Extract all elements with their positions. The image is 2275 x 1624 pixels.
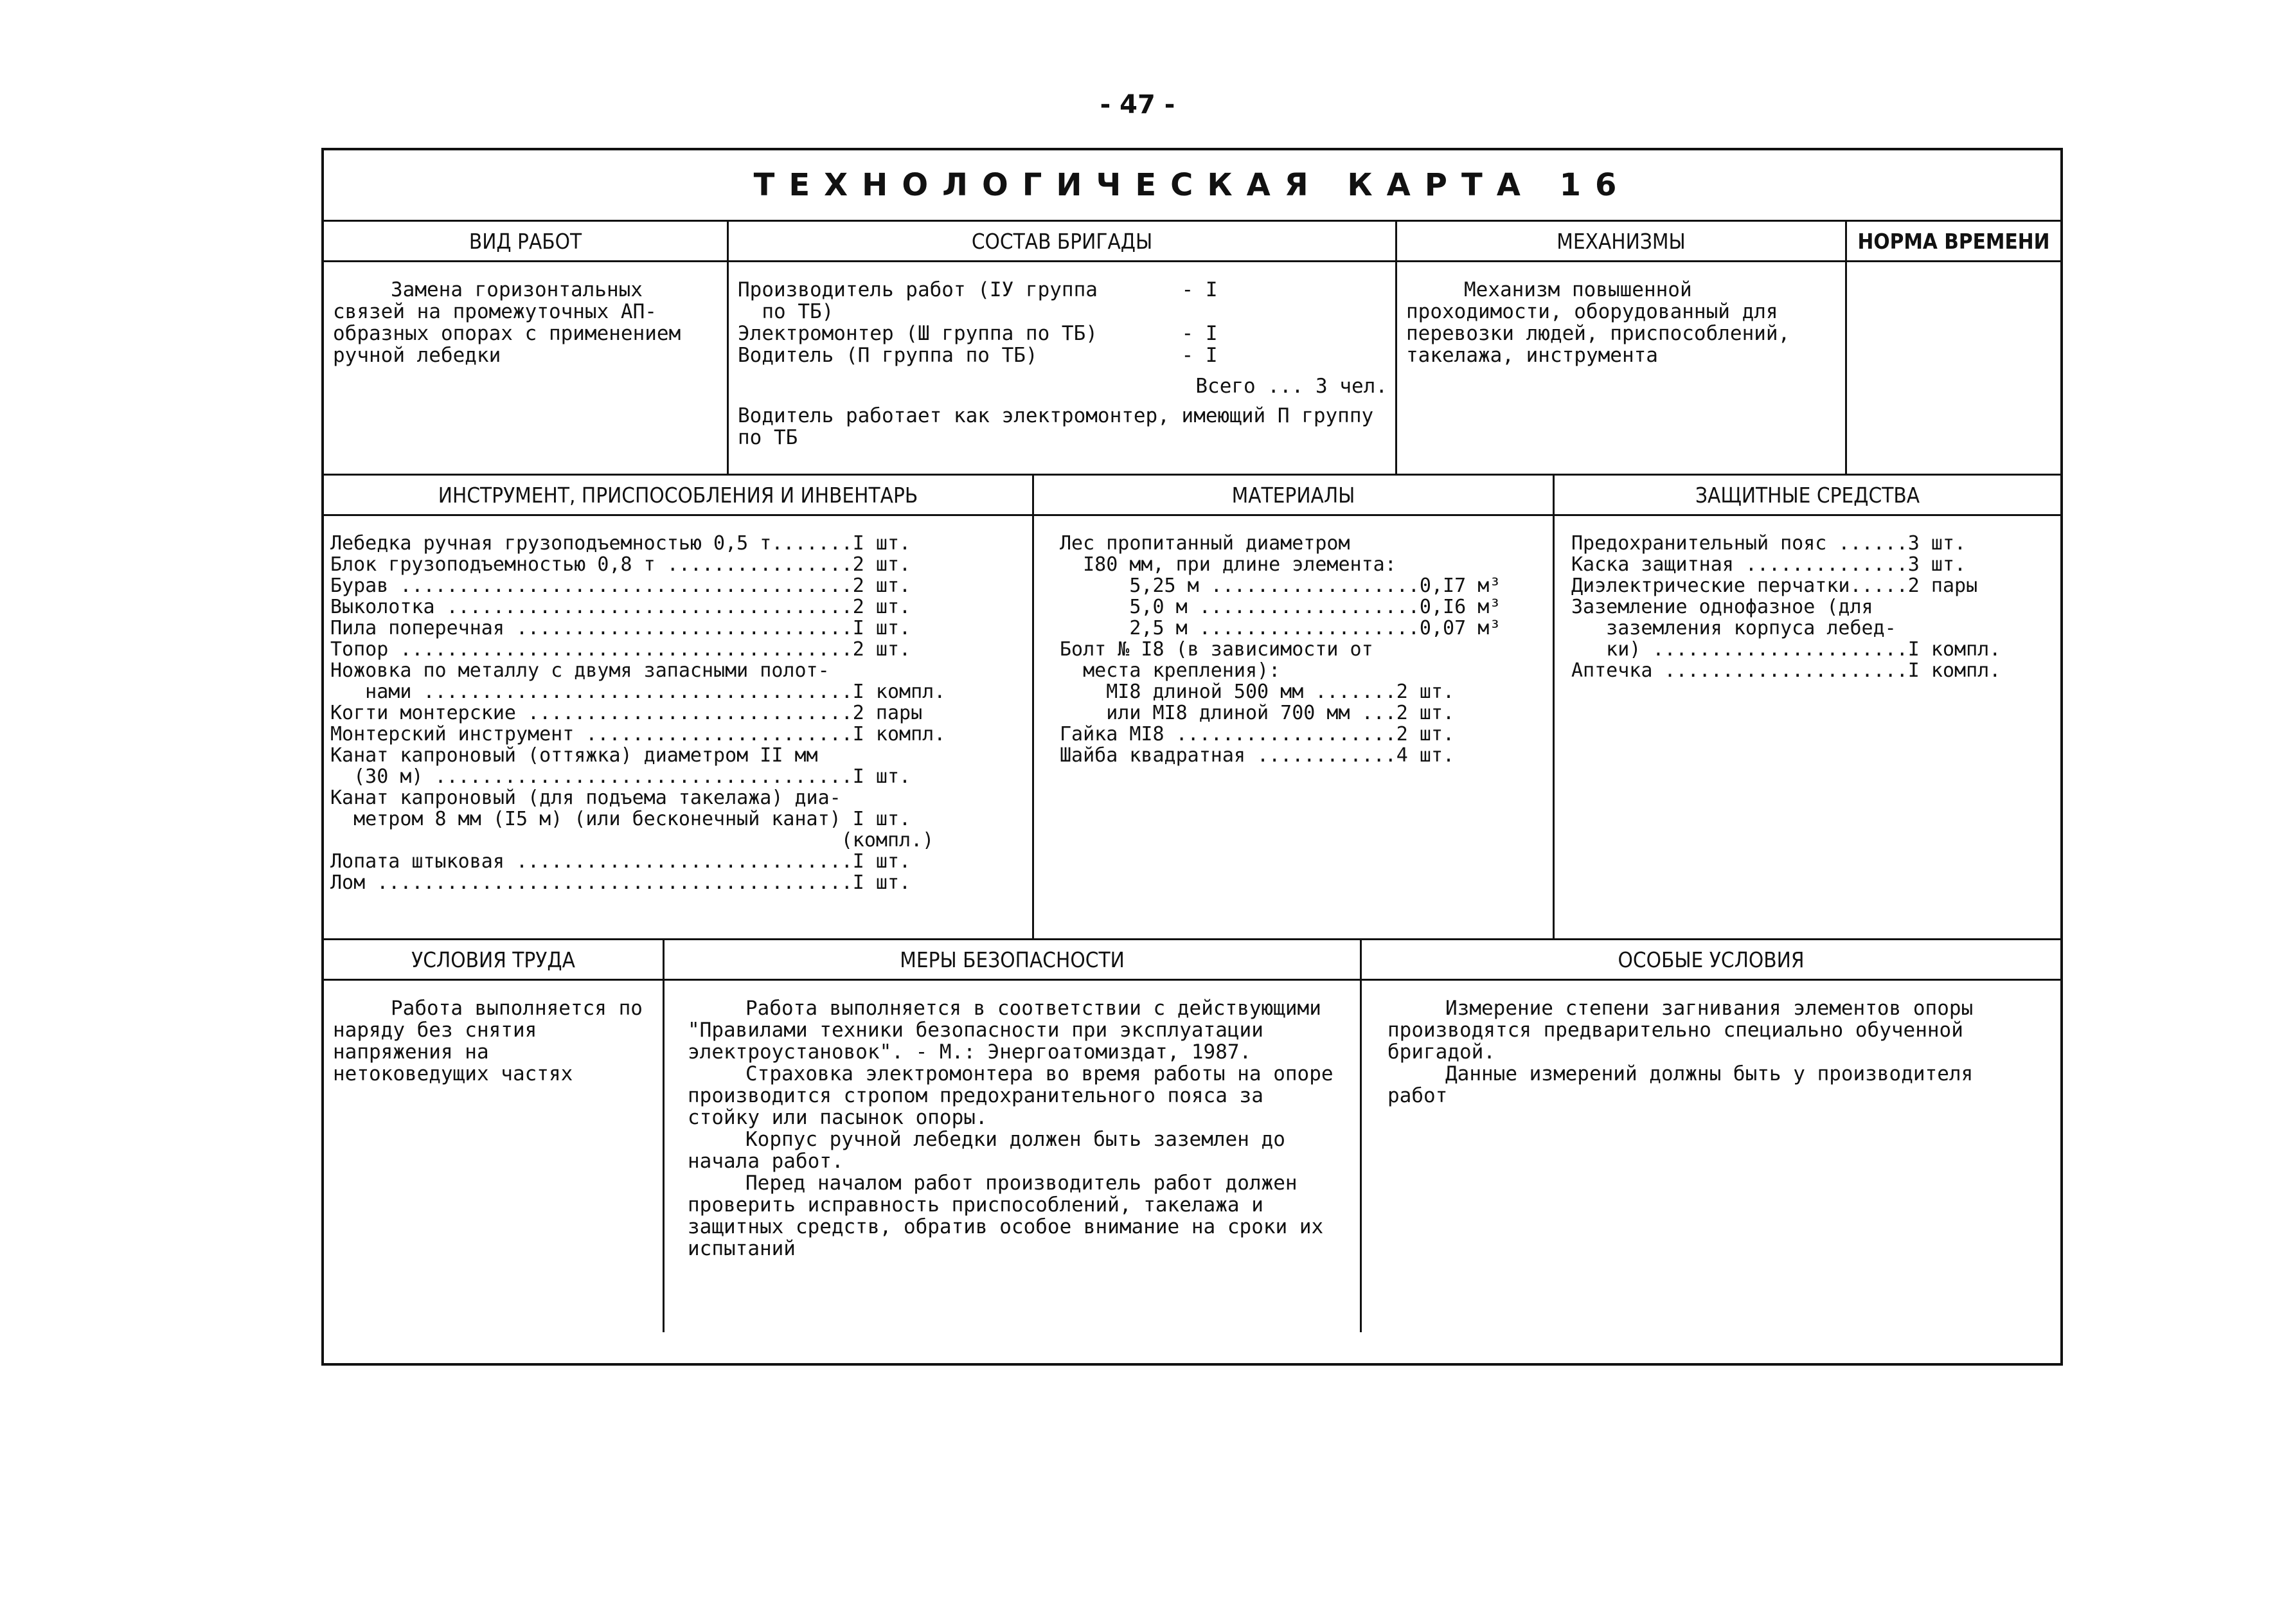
title-row (324, 150, 2060, 222)
brigade-cell (729, 222, 1397, 474)
section-work-brigade (324, 222, 2060, 476)
materials-item: 5,0 м ...................0,I6 м³ (1060, 596, 1501, 618)
protection-item: заземления корпуса лебед- (1571, 617, 1896, 639)
safety-cell (665, 940, 1362, 1332)
tools-item: Блок грузоподъемностью 0,8 т ................2 шт. (330, 553, 911, 576)
page-number: - 47 - (1100, 90, 1175, 120)
technological-card (321, 148, 2063, 1366)
tools-item: (30 м) ....................................I шт. (330, 765, 911, 788)
tools-item: Лом .........................................I шт. (330, 871, 911, 894)
tools-item: Канат капроновый (для подъема такелажа) диа- (330, 787, 841, 809)
safety-paragraph: Перед началом работ производитель работ должен проверить исправность приспособлений, такелажа и защитных средств, обратив особое внимание на сроки их испытаний (688, 1172, 1324, 1260)
materials-item: Лес пропитанный диаметром (1060, 532, 1350, 555)
tools-item: Топор .......................................2 шт. (330, 638, 911, 661)
mechanisms-cell (1397, 222, 1847, 474)
materials-item: места крепления): (1060, 659, 1281, 682)
tools-item: Монтерский инструмент .......................I компл. (330, 723, 946, 745)
mechanisms-text: Механизм повышенной проходимости, оборудованный для перевозки людей, приспособлений, такелажа, инструмента (1406, 278, 1790, 367)
tools-header: ИНСТРУМЕНТ, ПРИСПОСОБЛЕНИЯ И ИНВЕНТАРЬ (324, 476, 1032, 516)
time-norm-body (1847, 262, 2060, 285)
protection-item: Предохранительный пояс ......3 шт. (1571, 532, 1967, 555)
tools-item: (компл.) (330, 829, 934, 852)
section-conditions-safety (324, 940, 2060, 1332)
work-type-header: ВИД РАБОТ (324, 222, 727, 262)
conditions-header: УСЛОВИЯ ТРУДА (324, 940, 663, 981)
materials-item: 5,25 м ..................0,I7 м³ (1060, 575, 1501, 597)
tools-item: Пила поперечная .............................I шт. (330, 617, 911, 639)
tools-item: Ножовка по металлу с двумя запасными полот- (330, 659, 830, 682)
tools-item: Когти монтерские ............................2 пары (330, 702, 923, 724)
materials-cell (1034, 476, 1555, 938)
protection-item: Каска защитная ..............3 шт. (1571, 553, 1967, 576)
materials-item: Гайка MI8 ...................2 шт. (1060, 723, 1455, 745)
special-header: ОСОБЫЕ УСЛОВИЯ (1362, 940, 2060, 981)
brigade-header: СОСТАВ БРИГАДЫ (729, 222, 1395, 262)
brigade-body (729, 262, 1395, 455)
safety-paragraph: Работа выполняется в соответствии с действующими "Правилами техники безопасности при эксплуатации электроустановок". - М.: Энергоатомиздат, 1987. (688, 997, 1321, 1064)
tools-item: Выколотка ...................................2 шт. (330, 596, 911, 618)
special-paragraph: Измерение степени загнивания элементов опоры производятся предварительно специально обученной бригадой. (1387, 997, 1974, 1064)
tools-item: Канат капроновый (оттяжка) диаметром II мм (330, 744, 818, 767)
brigade-line: Производитель работ (IУ группа - I (738, 278, 1218, 301)
conditions-cell (324, 940, 665, 1332)
materials-item: Болт № I8 (в зависимости от (1060, 638, 1373, 661)
time-norm-header: НОРМА ВРЕМЕНИ (1847, 222, 2060, 262)
brigade-total: Всего ... 3 чел. (1195, 375, 1387, 398)
materials-list (1034, 516, 1553, 772)
tools-item: метром 8 мм (I5 м) (или бесконечный канат) I шт. (330, 808, 911, 830)
brigade-line: Электромонтер (Ш группа по ТБ) - I (738, 322, 1218, 345)
protection-header: ЗАЩИТНЫЕ СРЕДСТВА (1555, 476, 2060, 516)
protection-item: Аптечка .....................I компл. (1571, 659, 2001, 682)
tools-item: Лебедка ручная грузоподъемностью 0,5 т.......I шт. (330, 532, 911, 555)
brigade-line: по ТБ) (738, 300, 834, 323)
special-cell (1362, 940, 2060, 1332)
safety-body (665, 981, 1360, 1266)
conditions-text: Работа выполняется по наряду без снятия напряжения на нетоковедущих частях (333, 997, 643, 1085)
work-type-description: Замена горизонтальных связей на промежуточных АП-образных опорах с применением ручной лебедки (333, 278, 681, 367)
protection-item: Диэлектрические перчатки.....2 пары (1571, 575, 1978, 597)
tools-cell (324, 476, 1034, 938)
safety-paragraph: Корпус ручной лебедки должен быть заземлен до начала работ. (688, 1128, 1285, 1173)
conditions-body (324, 981, 663, 1091)
protection-cell (1555, 476, 2060, 938)
time-norm-cell (1847, 222, 2060, 474)
mechanisms-header: МЕХАНИЗМЫ (1397, 222, 1845, 262)
card-title: ТЕХНОЛОГИЧЕСКАЯ КАРТА 16 (753, 167, 1631, 203)
special-body (1362, 981, 2060, 1113)
safety-paragraph: Страховка электромонтера во время работы на опоре производится стропом предохранительного пояса за стойку или пасынок опоры. (688, 1062, 1334, 1129)
special-paragraph: Данные измерений должны быть у производителя работ (1387, 1062, 1974, 1107)
materials-item: или MI8 длиной 700 мм ...2 шт. (1060, 702, 1455, 724)
tools-list (324, 516, 1032, 900)
materials-item: MI8 длиной 500 мм .......2 шт. (1060, 681, 1455, 703)
protection-item: ки) ......................I компл. (1571, 638, 2001, 661)
materials-item: 2,5 м ...................0,07 м³ (1060, 617, 1501, 639)
safety-header: МЕРЫ БЕЗОПАСНОСТИ (665, 940, 1360, 981)
tools-item: Бурав .......................................2 шт. (330, 575, 911, 597)
mechanisms-body (1397, 262, 1845, 373)
tools-item: нами .....................................I компл. (330, 681, 946, 703)
materials-item: I80 мм, при длине элемента: (1060, 553, 1396, 576)
tools-item: Лопата штыковая .............................I шт. (330, 850, 911, 873)
materials-header: МАТЕРИАЛЫ (1034, 476, 1553, 516)
section-tools-materials (324, 476, 2060, 940)
work-type-cell (324, 222, 729, 474)
protection-item: Заземление однофазное (для (1571, 596, 1873, 618)
work-type-text (324, 262, 727, 373)
protection-list (1555, 516, 2060, 688)
brigade-note: Водитель работает как электромонтер, имеющий П группу по ТБ (738, 404, 1374, 449)
materials-item: Шайба квадратная ............4 шт. (1060, 744, 1455, 767)
brigade-line: Водитель (П группа по ТБ) - I (738, 344, 1218, 367)
